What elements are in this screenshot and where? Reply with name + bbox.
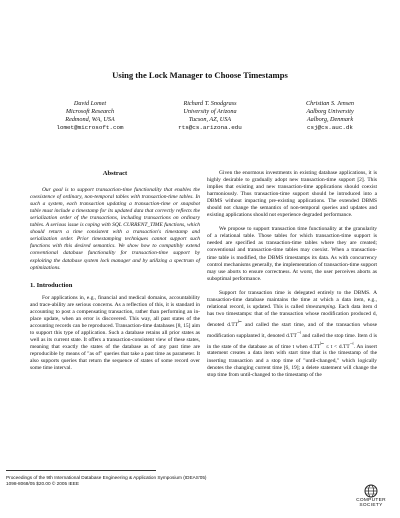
author-3 bbox=[270, 100, 390, 132]
author-email: rts@cs.arizona.edu bbox=[178, 124, 242, 131]
text-run: and called the start time, and of the transaction whose modification supplanted it, denoted d.TT bbox=[207, 321, 377, 339]
body-paragraph-3 bbox=[207, 290, 377, 379]
author-1 bbox=[30, 100, 150, 132]
ieee-computer-society-logo-icon bbox=[362, 484, 380, 498]
author-name: Christian S. Jensen bbox=[306, 100, 354, 107]
text-run: . Each data item d has two timestamps: that of the transaction whose modification produced d, denoted d.TT bbox=[207, 303, 377, 328]
page-footer bbox=[6, 470, 306, 487]
text-run: and called the stop time. Item d is in the state of the database as of time t when d.TT bbox=[207, 332, 377, 350]
author-location: Redmond, WA, USA bbox=[65, 116, 115, 123]
abstract-heading: Abstract bbox=[102, 170, 128, 177]
stop-time-superscript: ⊣ bbox=[349, 340, 354, 346]
author-2 bbox=[150, 100, 270, 132]
abstract-text: Our goal is to support transaction-time functionality that enables the coexistence of ordinary, non-temporal tables with transaction-time tables. In such a system, each transaction updating a transaction-time or snapshot table must include a timestamp for its updated data that correctly reflects the serialization order of the transactions, including transactions on ordinary tables. A serious issue is coping with SQL CURRENT_TIME functions, which should return a time consistent with a transaction's timestamp and serialization order. Prior timestamping techniques cannot support such functions with this desired semantics. We show how to compatibly extend conventional database functionality for transaction-time support by exploiting the database system lock manager and by utilizing a spectrum of optimizations. bbox=[30, 187, 200, 271]
logo-text-computer: COMPUTER bbox=[356, 498, 386, 503]
author-block bbox=[30, 100, 390, 140]
footer-copyright: 1098-8068/05 $20.00 © 2005 IEEE bbox=[6, 481, 80, 486]
text-run: ≤ t < d.TT bbox=[324, 343, 350, 350]
intro-paragraph: For applications in, e.g., financial and medical domains, accountability and trace-ability are serious concerns. As a reflection of this, it is standard in accounting to post a compensating transaction, rather than performing an in-place update, when an error is discovered. This way, all past states of the accounting records can be reproduced. Transaction-time databases [8, 15] aim to support this type of application. Such a database retains all prior states as well as its current state. It offers a transaction-consistent view of these states, meaning that exactly the states of the database as of any past time are reproducible by means of "as of" queries that take a past time as parameter. It also supports queries that return the sequence of states of some record over some time interval. bbox=[30, 294, 200, 372]
author-name: Richard T. Snodgrass bbox=[183, 100, 237, 107]
author-affiliation: Microsoft Research bbox=[65, 108, 115, 115]
text-run: Support for transaction time is delegated entirely to the DBMS. A transaction-time database maintains the time at which a data item, e.g., relational record, is updated. This is called bbox=[207, 289, 377, 310]
emphasis-timestamping: timestamping bbox=[305, 303, 336, 310]
start-time-superscript: ⊢ bbox=[237, 318, 242, 324]
left-column bbox=[30, 170, 200, 379]
paper-title: Using the Lock Manager to Choose Timestamps bbox=[112, 70, 288, 80]
computer-society-logo bbox=[345, 484, 397, 508]
right-column bbox=[207, 170, 377, 386]
author-location: Tucson, AZ, USA bbox=[188, 116, 232, 123]
body-paragraph-2: We propose to support transaction time functionality at the granularity of a relational table. Those tables for which transaction-time support is needed are specified as transaction-time tables where they are created; conventional and transaction-time tables may coexist. When a transaction-time table is modified, the DBMS timestamps its data. As with concurrency control mechanisms generally, the implementation of transaction-time support may use aborts to ensure correctness. At worst, the user perceives aborts as suboptimal performance. bbox=[207, 226, 377, 282]
author-email: lomet@microsoft.com bbox=[56, 124, 124, 131]
footer-rule bbox=[6, 470, 156, 471]
author-email: csj@cs.auc.dk bbox=[307, 124, 353, 131]
author-name: David Lomet bbox=[73, 100, 107, 107]
author-location: Aalborg, Denmark bbox=[306, 116, 354, 123]
stop-time-superscript: ⊣ bbox=[296, 329, 301, 335]
logo-text-society: SOCIETY bbox=[359, 503, 383, 508]
footer-proceedings: Proceedings of the 9th International Database Engineering & Application Symposium (IDEAS'05) bbox=[6, 475, 207, 480]
author-affiliation: University of Arizona bbox=[183, 108, 237, 115]
text-run: . An insert statement creates a data item with start time that is the timestamp of the inserting transaction and a stop time of "until-changed," which logically denotes the changing current time [6, 19]; a delete statement will change the stop time from until-changed to the timestamp of the bbox=[207, 343, 377, 378]
section-heading-introduction: 1. Introduction bbox=[30, 281, 73, 289]
start-time-superscript: ⊢ bbox=[320, 340, 325, 346]
author-affiliation: Aalborg University bbox=[306, 108, 354, 115]
body-paragraph-1: Given the enormous investments in existing database applications, it is highly desirable to gradually adopt new transaction-time support [2]. This implies that existing and new transaction-time applications should coexist harmoniously. Thus transaction-time support should be introduced into a DBMS without impacting pre-existing applications. The extended DBMS should not change the semantics of non-temporal queries and updates and existing applications should not experience degraded performance. bbox=[207, 170, 377, 219]
